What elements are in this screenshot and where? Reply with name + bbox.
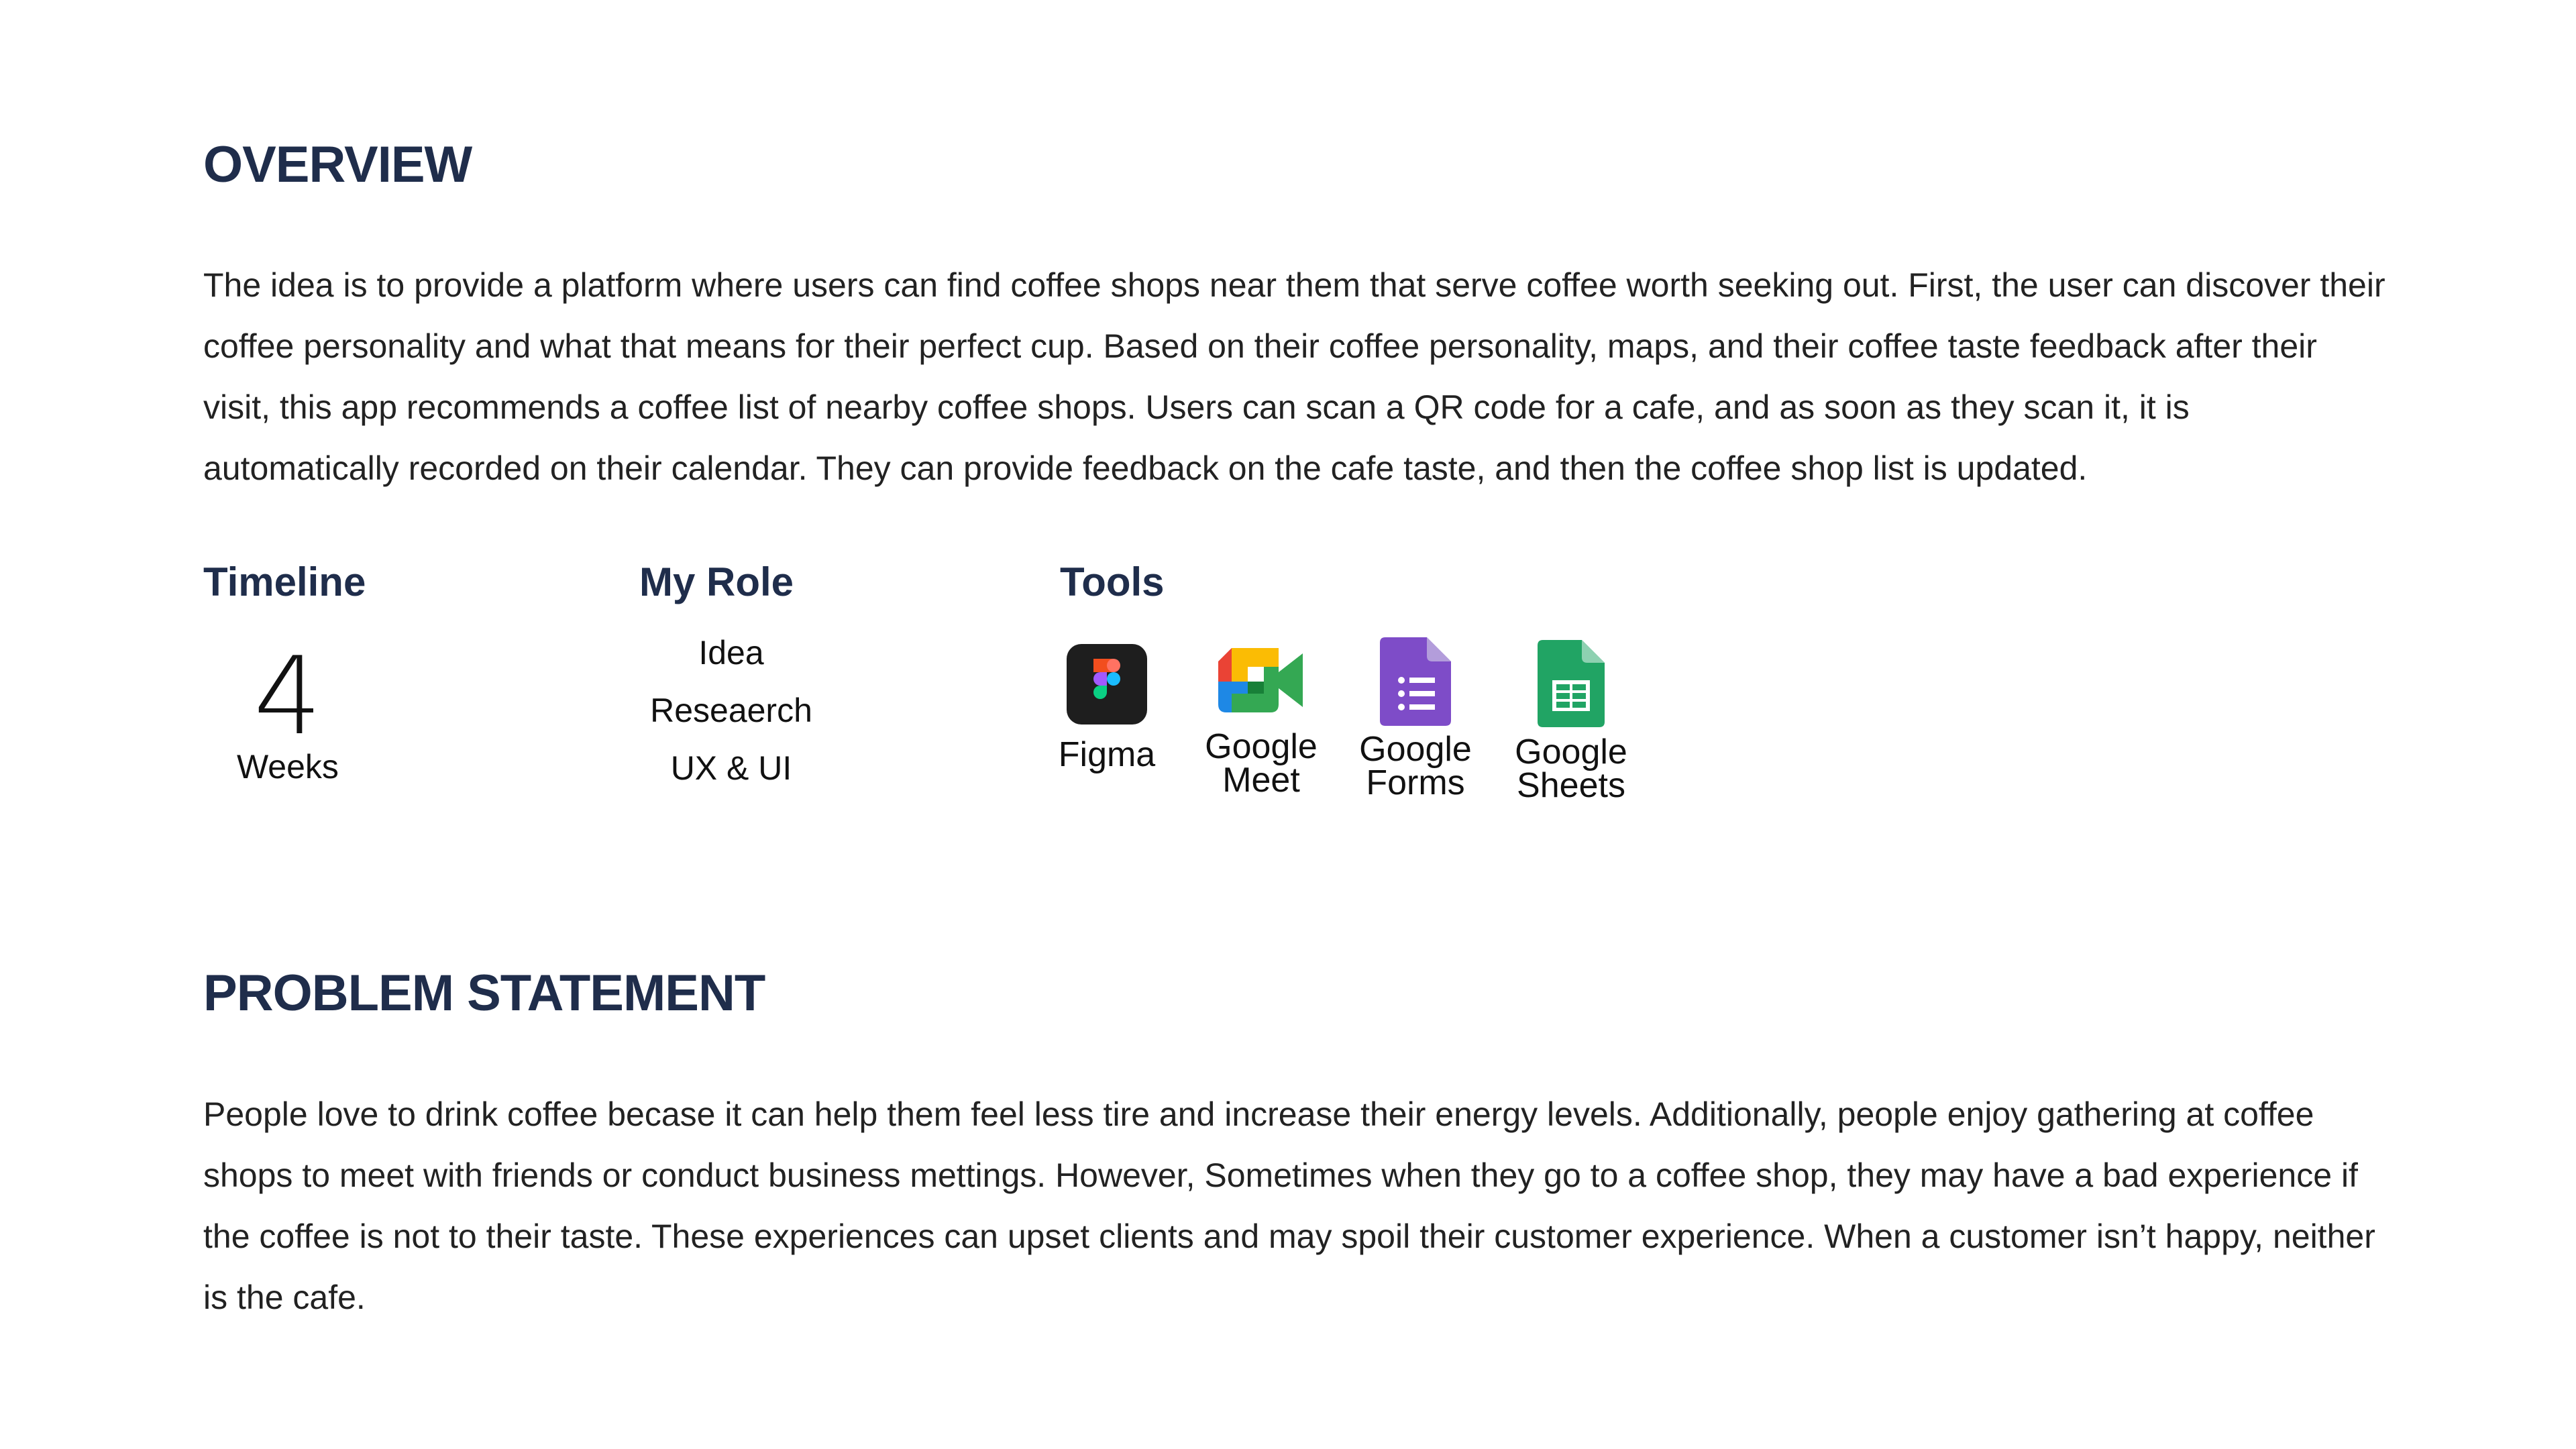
tool-google-forms [1342,636,1489,800]
role-item: UX & UI [670,749,792,787]
overview-heading: OVERVIEW [203,136,472,193]
problem-paragraph: People love to drink coffee becase it can help them feel less tire and increase their energy levels. Additionally, people enjoy gathering at coffee shops to meet with friends or conduct business mettings. However, Sometimes when they go to a coffee shop, they may have a bad experience if the coffee is not to their taste. These experiences can upset clients and may spoil their customer experience. When a customer isn’t happy, neither is the cafe. [203,1095,2375,1316]
tool-label: Google Forms [1359,730,1472,802]
tools-block [1058,559,1731,830]
tool-figma [1033,643,1181,774]
overview-paragraph: The idea is to provide a platform where users can find coffee shops near them that serve coffee worth seeking out. First, the user can discover their coffee personality and what that means for their perfect cup. Based on their coffee personality, maps, and their coffee taste feedback after their visit, this app recommends a coffee list of nearby coffee shops. Users can scan a QR code for a cafe, and as soon as they scan it, it is automatically recorded on their calendar. They can provide feedback on the cafe taste, and then the coffee shop list is updated. [203,266,2385,487]
tool-label: Figma [1058,735,1156,774]
timeline-block [203,559,539,817]
figma-icon [1065,643,1148,726]
timeline-number: 4 [254,633,322,759]
google-forms-icon [1379,636,1452,727]
tool-label: Google Sheets [1515,733,1627,805]
google-sheets-icon [1536,639,1606,729]
problem-heading: PROBLEM STATEMENT [203,965,765,1022]
tool-google-sheets [1497,639,1645,805]
role-item: Reseaerch [650,692,812,729]
role-title: My Role [639,559,794,604]
tools-title: Tools [1060,559,1165,604]
google-meet-icon [1217,643,1305,718]
timeline-title: Timeline [203,559,366,604]
role-block [631,559,859,817]
role-item: Idea [698,634,764,672]
tool-google-meet [1187,643,1335,800]
timeline-unit: Weeks [237,748,339,786]
tool-label: Google Meet [1205,727,1318,800]
